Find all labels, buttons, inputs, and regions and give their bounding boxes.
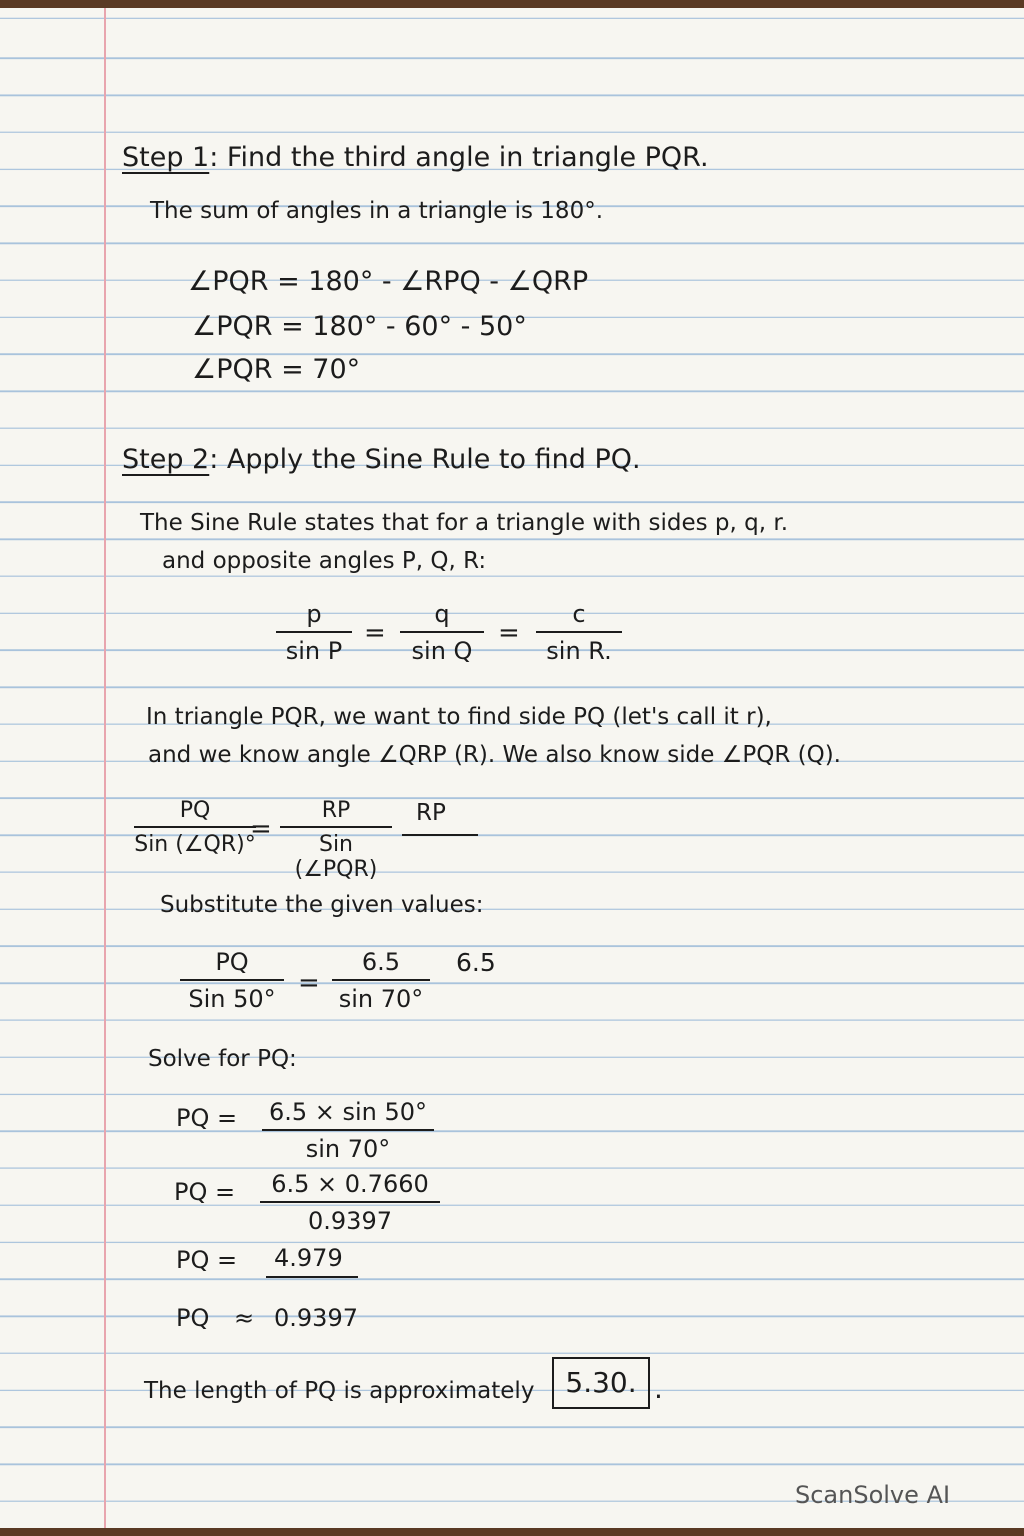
solve-line-4-lhs: PQ bbox=[176, 1304, 210, 1332]
substitute-label: Substitute the given values: bbox=[160, 892, 484, 918]
explanation-line-2: and we know angle ∠QRP (R). We also know side ∠PQR (Q). bbox=[148, 742, 841, 768]
solve-label: Solve for PQ: bbox=[148, 1046, 297, 1072]
underline bbox=[266, 1276, 358, 1278]
fraction-denominator: Sin (∠PQR) bbox=[294, 832, 378, 882]
fraction-denominator: Sin (∠QR)° bbox=[134, 832, 256, 857]
solve-line-4-value: 0.9397 bbox=[274, 1304, 358, 1332]
fraction-denominator: sin 70° bbox=[338, 985, 424, 1013]
fraction-numerator: 6.5 × 0.7660 bbox=[271, 1170, 429, 1198]
sine-rule-fraction-p bbox=[276, 600, 352, 665]
step2-heading bbox=[122, 444, 641, 475]
solve-line-2-lhs: PQ = bbox=[174, 1178, 236, 1206]
sine-rule-fraction-c bbox=[536, 600, 622, 665]
substituted-fraction-pq bbox=[180, 948, 284, 1013]
step1-heading bbox=[122, 142, 709, 173]
step1-line-3: ∠PQR = 70° bbox=[192, 354, 361, 385]
fraction-numerator: p bbox=[306, 600, 322, 628]
fraction-denominator: sin 70° bbox=[305, 1135, 391, 1163]
fraction-numerator: PQ bbox=[215, 948, 249, 976]
step1-line-1: ∠PQR = 180° - ∠RPQ - ∠QRP bbox=[188, 266, 589, 297]
solve-fraction-2 bbox=[260, 1170, 440, 1235]
substituted-extra-term: 6.5 bbox=[456, 948, 496, 977]
notebook-page bbox=[0, 8, 1024, 1528]
fraction-denominator: 0.9397 bbox=[308, 1207, 392, 1235]
substituted-fraction-65 bbox=[332, 948, 430, 1013]
answer-box: 5.30. bbox=[552, 1357, 650, 1409]
solve-line-3-value: 4.979 bbox=[274, 1244, 343, 1272]
equals-sign: = bbox=[498, 618, 520, 648]
watermark: ScanSolve AI bbox=[795, 1481, 951, 1509]
step1-title: : Find the third angle in triangle PQR. bbox=[209, 142, 709, 173]
fraction-numerator: 6.5 × sin 50° bbox=[268, 1098, 428, 1126]
fraction-denominator: sin Q bbox=[411, 637, 473, 665]
conclusion-text: The length of PQ is approximately bbox=[144, 1378, 535, 1404]
sine-rule-fraction-q bbox=[400, 600, 484, 665]
ratio-fraction-pq bbox=[134, 798, 256, 857]
fraction-denominator: Sin 50° bbox=[188, 985, 276, 1013]
ratio-extra-term: RP bbox=[416, 800, 446, 826]
equals-sign: = bbox=[364, 618, 386, 648]
margin-line bbox=[104, 8, 106, 1528]
step2-intro-line-2: and opposite angles P, Q, R: bbox=[162, 548, 487, 574]
step2-intro-line-1: The Sine Rule states that for a triangle with sides p, q, r. bbox=[140, 510, 789, 536]
answer-period: . bbox=[654, 1372, 663, 1405]
solve-line-3-lhs: PQ = bbox=[176, 1246, 238, 1274]
step1-label: Step 1 bbox=[122, 142, 210, 173]
fraction-numerator: c bbox=[572, 600, 586, 628]
fraction-denominator: sin R. bbox=[546, 637, 612, 665]
step1-intro: The sum of angles in a triangle is 180°. bbox=[150, 198, 604, 224]
fraction-numerator: 6.5 bbox=[361, 948, 401, 976]
explanation-line-1: In triangle PQR, we want to find side PQ (let's call it r), bbox=[146, 704, 772, 730]
solve-line-1-lhs: PQ = bbox=[176, 1104, 238, 1132]
step2-title: : Apply the Sine Rule to find PQ. bbox=[209, 444, 641, 475]
ratio-fraction-rp bbox=[280, 798, 392, 882]
equals-sign: = bbox=[298, 968, 320, 998]
fraction-numerator: RP bbox=[321, 798, 351, 823]
step2-label: Step 2 bbox=[122, 444, 210, 475]
fraction-numerator: PQ bbox=[179, 798, 211, 823]
approx-sign: ≈ bbox=[234, 1304, 255, 1332]
fraction-bar bbox=[402, 834, 478, 836]
equals-sign: = bbox=[250, 814, 272, 844]
fraction-numerator: q bbox=[434, 600, 450, 628]
fraction-denominator: sin P bbox=[285, 637, 343, 665]
step1-line-2: ∠PQR = 180° - 60° - 50° bbox=[192, 311, 527, 342]
solve-fraction-1 bbox=[262, 1098, 434, 1163]
